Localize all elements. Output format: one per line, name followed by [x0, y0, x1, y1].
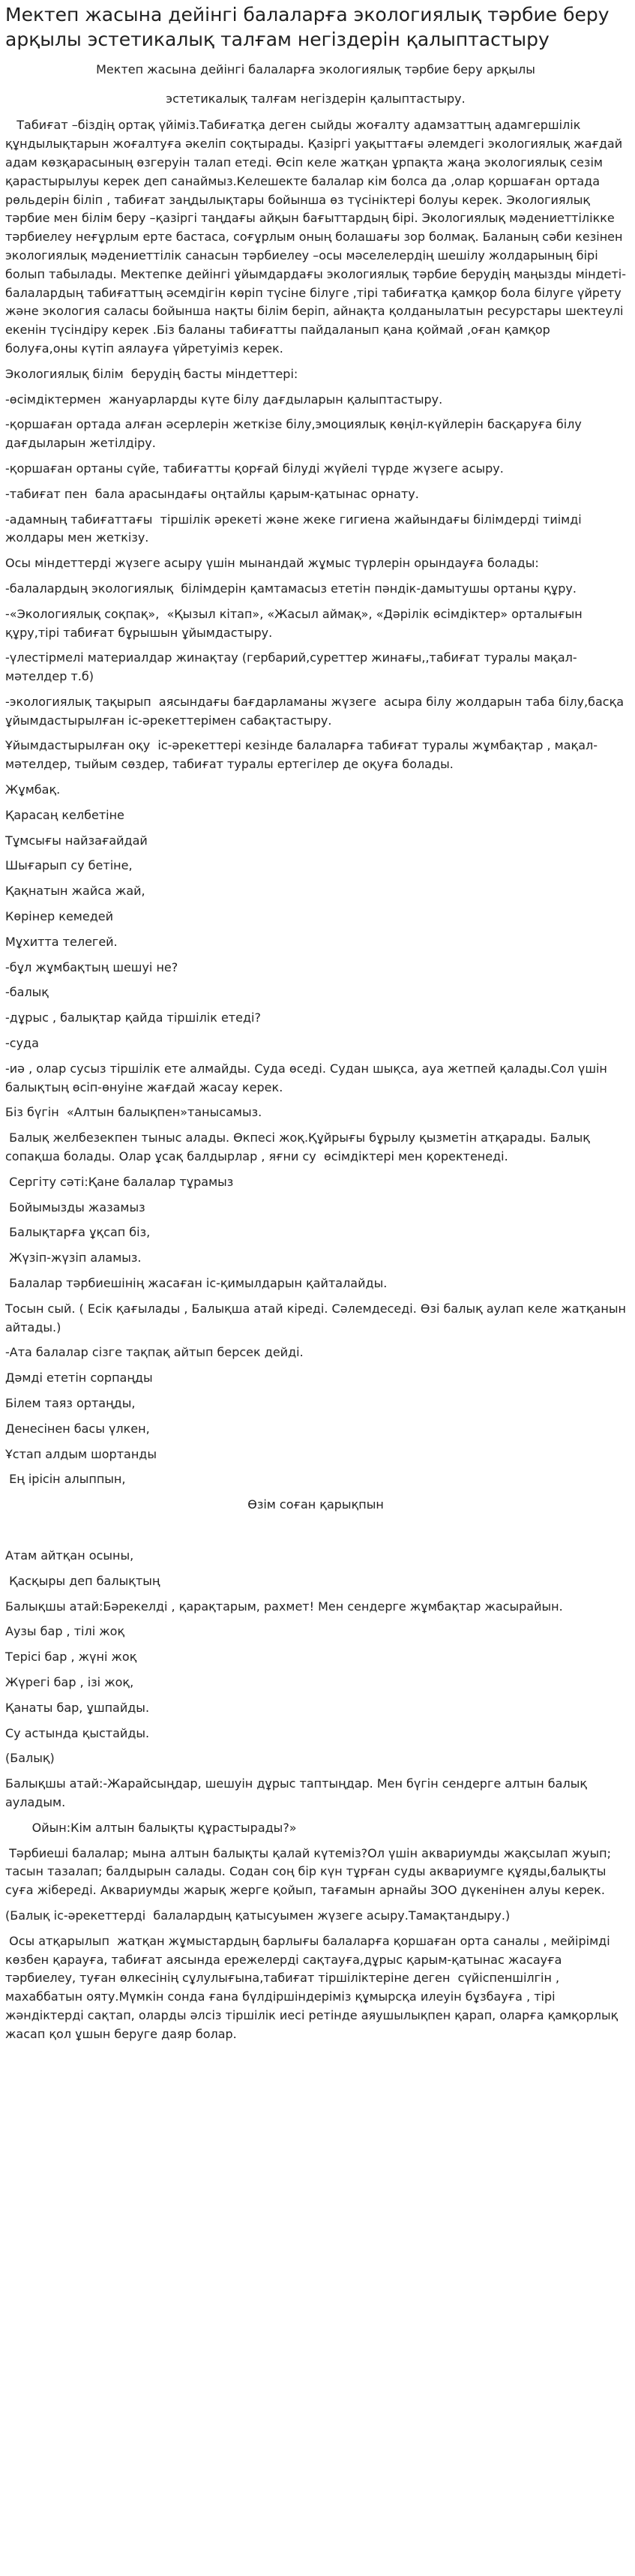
dialogue-line: -бұл жұмбақтың шешуі не? [5, 959, 178, 974]
task-item: -қоршаған ортаны сүйе, табиғатты қорғай білуді жүйелі түрде жүзеге асыру. [5, 461, 504, 476]
work-item: -«Экологиялық соқпақ», «Қызыл кітап», «Жасыл аймақ», «Дәрілік өсімдіктер» орталығын құру,тірі табиғат бұрышын ұйымдастыру. [5, 606, 586, 640]
paragraph: Тосын сый. ( Есік қағылады , Балықша атай кіреді. Сәлемдеседі. Өзі балық аулап келе жатқанын айтады.) [5, 1301, 631, 1335]
task-item: -адамның табиғаттағы тіршілік әрекеті және жеке гигиена жайындағы білімдерді тиімді жолдары мен жеткізу. [5, 512, 586, 545]
exercise-line: Жүзіп-жүзіп аламыз. [5, 1250, 142, 1265]
article-body [5, 116, 631, 2043]
riddle-line: Қақнатын жайса жай, [5, 884, 145, 899]
tasks-heading: Экологиялық білім берудің басты міндеттері: [5, 366, 298, 381]
riddle-line: Мұхитта телегей. [5, 934, 118, 949]
poem-line: Атам айтқан осыны, [5, 1548, 134, 1563]
task-item: -өсімдіктермен жануарларды күте білу дағдыларын қалыптастыру. [5, 392, 443, 407]
riddle-line: Көрінер кемедей [5, 909, 114, 924]
poem-line: Денесінен басы үлкен, [5, 1421, 150, 1436]
poem-line: Қасқыры деп балықтың [5, 1573, 160, 1588]
riddle-line: Су астында қыстайды. [5, 1725, 150, 1740]
work-types-heading: Осы міндеттерді жүзеге асыру үшін мынандай жұмыс түрлерін орындауға болады: [5, 556, 539, 571]
page-title: Мектеп жасына дейінгі балаларға экологиялық тәрбие беру арқылы эстетикалық талғам негіздерін қалыптастыру [5, 4, 610, 50]
paragraph: Ұйымдастырылған оқу іс-әрекеттері кезінде балаларға табиғат туралы жұмбақтар , мақал-мәтелдер, тыйым сөздер, табиғат туралы ертегілер де оқуға болады. [5, 738, 598, 772]
game-title: Ойын:Кім алтын балықты құрастырады?» [5, 1820, 297, 1835]
dialogue-line: -суда [5, 1036, 39, 1051]
task-item: -табиғат пен бала арасындағы оңтайлы қарым-қатынас орнату. [5, 486, 419, 501]
dialogue-line: -балық [5, 985, 49, 1000]
dialogue-line: Балықшы атай:Бәрекелді , қарақтарым, рахмет! Мен сендерге жұмбақтар жасырайын. [5, 1599, 563, 1614]
poem-line: Дәмді ететін сорпаңды [5, 1371, 153, 1386]
paragraph: Біз бүгін «Алтын балықпен»танысамыз. [5, 1105, 262, 1120]
intro-paragraph: Табиғат –біздің ортақ үйіміз.Табиғатқа деген сыйды жоғалту адамзаттың адамгершілік құндылықтарын жоғалтуға әкеліп соқтырады. Қазіргі уақыттағы әлемдегі экологиялық жағдай адам көзқарасының өзгеруін талап етеді. Өсіп келе жатқан ұрпақта жаңа экологиялық сезім қарастырылуы керек деп санаймыз.Келешекте балалар кім болса да ,олар қоршаған ортада рөльдерін біліп , табиғат заңдылықтары бойынша өз түсініктері болуы керек. Экологиялық тәрбие мен білім беру –қазіргі таңдағы айқын бағыттардың бірі. Экологиялық мәдениеттілікке тәрбиелеу неғұрлым ерте бастаса, соғұрлым оның болашағы зор болмақ. Баланың сәби кезінен экологиялық мәдениеттілік санасын тәрбиелеу –осы мәселелердің шешілу жолдарының бірі болып табылады. Мектепке дейінгі ұйымдардағы экологиялық тәрбие берудің маңызды міндеті-балалардың табиғаттың әсемдігін көріп түсіне білуге ,тірі табиғатқа қамқор бола білуге үйрету және экология саласы бойынша нақты білім беріп, айнақта қолданылатын ресурстары шектеулі екенін түсіндіру керек .Біз баланы табиғатты пайдаланып қана қоймай ,оған қамқор болуға,оны күтіп аялауға үйретуіміз керек. [5, 118, 631, 356]
riddle-line: Шығарып су бетіне, [5, 858, 133, 873]
dialogue-line: -иә , олар сусыз тіршілік ете алмайды. Суда өседі. Судан шықса, ауа жетпей қалады.Сол үшін балықтың өсіп-өнуіне жағдай жасау керек. [5, 1061, 611, 1094]
riddle-answer: (Балық) [5, 1751, 55, 1766]
riddle-line: Қарасаң келбетіне [5, 807, 124, 822]
poem-line: Ұстап алдым шортанды [5, 1446, 157, 1461]
poem-line: Өзім соған қарықпын [247, 1497, 384, 1512]
paragraph: Балық желбезекпен тыныс алады. Өкпесі жоқ.Құйрығы бұрылу қызметін атқарады. Балық сопақша болады. Олар ұсақ балдырлар , яғни су өсімдіктері мен қоректенеді. [5, 1130, 594, 1164]
dialogue-line: Балықшы атай:-Жарайсыңдар, шешуін дұрыс таптыңдар. Мен бүгін сендерге алтын балық ауладым. [5, 1776, 592, 1809]
exercise-line: Сергіту сәті:Қане балалар тұрамыз [5, 1174, 234, 1189]
exercise-line: Бойымызды жазамыз [5, 1199, 145, 1214]
riddle-line: Жүрегі бар , ізі жоқ, [5, 1674, 134, 1689]
paragraph: (Балық іс-әрекеттерді балалардың қатысуымен жүзеге асыру.Тамақтандыру.) [5, 1908, 511, 1923]
task-item: -қоршаған ортада алған әсерлерін жеткізе білу,эмоциялық көңіл-күйлерін басқаруға білу дағдыларын жетілдіру. [5, 417, 586, 451]
poem-line: Ең ірісін алыппын, [5, 1472, 126, 1487]
poem-line: Білем таяз ортаңды, [5, 1396, 136, 1410]
conclusion-paragraph: Осы атқарылып жатқан жұмыстардың барлығы балаларға қоршаған орта саналы , мейірімді көзбен қарауға, табиғат аясында ережелерді сақтауға,дұрыс қарым-қатынас жасауға тәрбиелеу, туған өлкесінің сұлулығына,табиғат тіршіліктеріне деген сүйіспеншілгін , махаббатын ояту.Мүмкін сонда ғана бүлдіршіндеріміз құмырсқа илеуін бұзбауға , тірі жәндіктерді сақтап, оларды әлсіз тіршілік иесі ретінде аяушылықпен қарап, оларға қамқорлық жасап қол ұшын беруге даяр болар. [5, 1933, 622, 2041]
work-item: -балалардың экологиялық білімдерін қамтамасыз ететін пәндік-дамытушы ортаны құру. [5, 581, 577, 596]
work-item: -үлестірмелі материалдар жинақтау (гербарий,суреттер жинағы,,табиғат туралы мақал-мәтелдер т.б) [5, 650, 577, 684]
work-item: -экологиялық тақырып аясындағы бағдарламаны жүзеге асыра білу жолдарын таба білу,басқа ұйымдастырылған іс-әрекеттерімен сабақтастыру. [5, 694, 628, 728]
paragraph: Тәрбиеші балалар; мына алтын балықты қалай күтеміз?Ол үшін аквариумды жақсылап жуып; тасын тазалап; балдырын салады. Содан соң бір күн тұрған суды аквариумге құяды,балықты суға жібереді. Аквариумды жарық жерге қойып, тағамын арнайы ЗОО дүкенінен алуы керек. [5, 1845, 616, 1898]
subtitle-line: эстетикалық талғам негіздерін қалыптастыру. [166, 92, 466, 107]
exercise-line: Балықтарға ұқсап біз, [5, 1225, 151, 1240]
paragraph: Балалар тәрбиешінің жасаған іс-қимылдарын қайталайды. [5, 1276, 388, 1291]
dialogue-line: -дұрыс , балықтар қайда тіршілік етеді? [5, 1010, 261, 1025]
riddle-heading: Жұмбақ. [5, 782, 61, 797]
riddle-line: Аузы бар , тілі жоқ [5, 1624, 125, 1639]
riddle-line: Қанаты бар, ұшпайды. [5, 1700, 150, 1715]
riddle-line: Терісі бар , жүні жоқ [5, 1650, 137, 1665]
subtitle-line: Мектеп жасына дейінгі балаларға экологиялық тәрбие беру арқылы [96, 62, 535, 77]
spacer [5, 1521, 626, 1547]
riddle-line: Тұмсығы найзағайдай [5, 833, 148, 848]
dialogue-line: -Ата балалар сізге тақпақ айтып берсек дейді. [5, 1345, 304, 1360]
subtitle-block [5, 58, 626, 110]
